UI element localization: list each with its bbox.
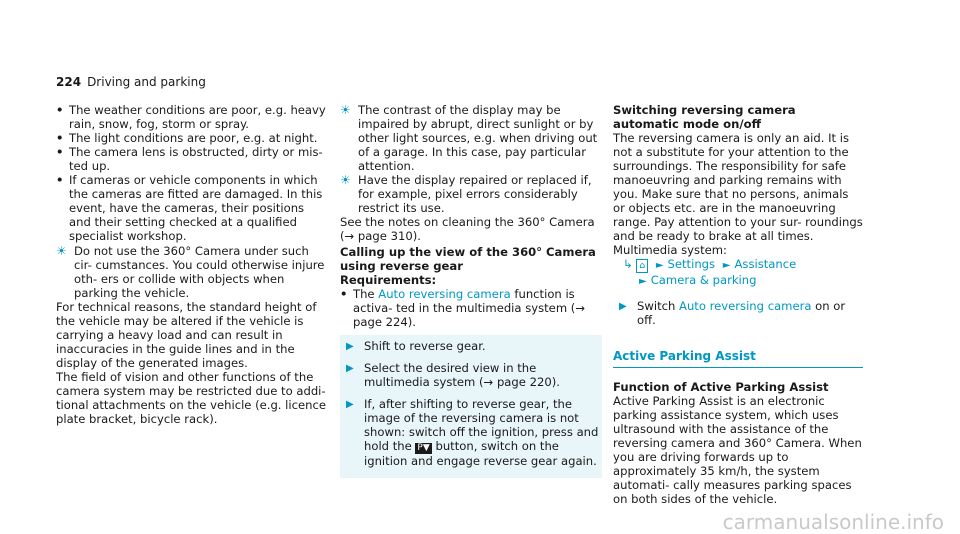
path-arrow-icon: ↳ <box>623 257 633 271</box>
chevron-right-icon: ► <box>639 276 647 287</box>
sub-heading: Function of Active Parking Assist <box>613 380 829 394</box>
list-item: • The light conditions are poor, e.g. at night. <box>56 131 326 145</box>
step-text: Shift to reverse gear. <box>364 339 486 353</box>
bullet-icon: • <box>340 287 348 301</box>
step-arrow-icon: ▶ <box>619 301 627 312</box>
column-1 <box>56 103 326 426</box>
auto-reversing-camera-link[interactable]: Auto reversing camera <box>679 299 812 313</box>
menu-path-continued <box>613 273 863 289</box>
steps-block <box>340 335 602 478</box>
paragraph: For technical reasons, the standard height of the vehicle may be altered if the vehicle is carrying a heavy load and can result in inaccuracies in the guide lines and in the display of the generated images. <box>56 300 317 370</box>
paragraph: The reversing camera is only an aid. It is not a substitute for your attention to the surroundings. The responsibility for safe manoeuvring and parking remains with you. Make sure that no persons, animals or objects etc. are in the manoeuvring range. Pay attention to your sur- roundings and be ready to brake at all times. <box>613 131 863 243</box>
step-arrow-icon: ▶ <box>346 399 354 410</box>
multimedia-label: Multimedia system: <box>613 243 727 257</box>
step-item <box>340 397 602 468</box>
note-text: Do not use the 360° Camera under such cir- cumstances. You could otherwise injure oth- ers or collide with objects when parking the vehicle. <box>74 244 325 300</box>
step-arrow-icon: ▶ <box>346 363 354 374</box>
info-icon: ☀ <box>56 244 67 258</box>
column-2 <box>340 103 602 478</box>
step-text <box>364 397 602 468</box>
settings-link[interactable]: Settings <box>667 257 716 271</box>
requirement-text: The <box>353 287 375 301</box>
info-icon: ☀ <box>340 103 351 117</box>
page-header-title: Driving and parking <box>87 75 206 89</box>
step-item <box>613 299 863 327</box>
step-text <box>637 299 863 327</box>
column-3 <box>613 103 863 506</box>
note-text: Have the display repaired or replaced if, for example, pixel errors considerably restrict its use. <box>358 173 592 215</box>
camera-button-icon: P▼ <box>417 443 430 453</box>
info-icon: ☀ <box>340 173 351 187</box>
step-arrow-icon: ▶ <box>346 341 354 352</box>
paragraph: The field of vision and other functions of the camera system may be restricted due to addi- tional attachments on the vehicle (e.g. licence plate bracket, bicycle rack). <box>56 370 326 426</box>
see-reference: See the notes on cleaning the 360° Camera (→ page 310). <box>340 215 595 243</box>
chevron-right-icon: ► <box>655 260 664 271</box>
home-icon[interactable]: ⌂ <box>636 259 648 273</box>
note-block <box>56 244 326 300</box>
note-text: The contrast of the display may be impaired by abrupt, direct sunlight or by other light sources, e.g. when driving out of a garage. In this case, pay particular attention. <box>358 103 598 173</box>
note-block <box>340 103 602 173</box>
note-block <box>340 173 602 215</box>
section-heading: Switching reversing camera automatic mode on/off <box>613 103 796 131</box>
auto-reversing-camera-link[interactable]: Auto reversing camera <box>378 287 511 301</box>
list-item: • The weather conditions are poor, e.g. heavy rain, snow, fog, storm or spray. <box>56 103 326 131</box>
list-item: • If cameras or vehicle components in which the cameras are fitted are damaged. In this event, have the cameras, their positions and their setting checked at a qualified specialist workshop. <box>56 173 326 243</box>
list-item: • The camera lens is obstructed, dirty or mis- ted up. <box>56 145 326 173</box>
step-item <box>340 339 602 353</box>
assistance-link[interactable]: Assistance <box>734 257 797 271</box>
page-number: 224 <box>56 75 82 89</box>
step-item <box>340 361 602 389</box>
step-text: Select the desired view in the multimedia system (→ page 220). <box>364 361 560 389</box>
step-text-start: Switch <box>637 299 676 313</box>
step-text-end: button, switch on the ignition and engage reverse gear again. <box>364 439 597 468</box>
section-heading: Calling up the view of the 360° Camera using reverse gear <box>340 245 596 273</box>
requirements-label: Requirements: <box>340 273 437 287</box>
menu-path <box>613 257 863 273</box>
requirement-item <box>340 287 602 329</box>
section-title: Active Parking Assist <box>613 349 863 368</box>
chevron-right-icon: ► <box>722 260 731 271</box>
page-header <box>56 75 206 89</box>
camera-parking-link[interactable]: Camera & parking <box>650 273 757 287</box>
step-text-end: on or off. <box>637 299 846 327</box>
watermark: carmanualsonline.info <box>722 510 944 534</box>
conditions-list <box>56 103 326 243</box>
step-text-start: If, after shifting to reverse gear, the image of the reversing camera is not shown: switch off the ignition, press and hold the <box>364 397 599 453</box>
paragraph: Active Parking Assist is an electronic parking assistance system, which uses ultrasound with the assistance of the reversing camera and 360° Camera. When you are driving forwards up to approximately 35 km/h, the system automati- cally measures parking spaces on both sides of the vehicle. <box>613 394 862 506</box>
requirement-text-end: function is activa- ted in the multimedia system (→ page 224). <box>353 287 586 329</box>
